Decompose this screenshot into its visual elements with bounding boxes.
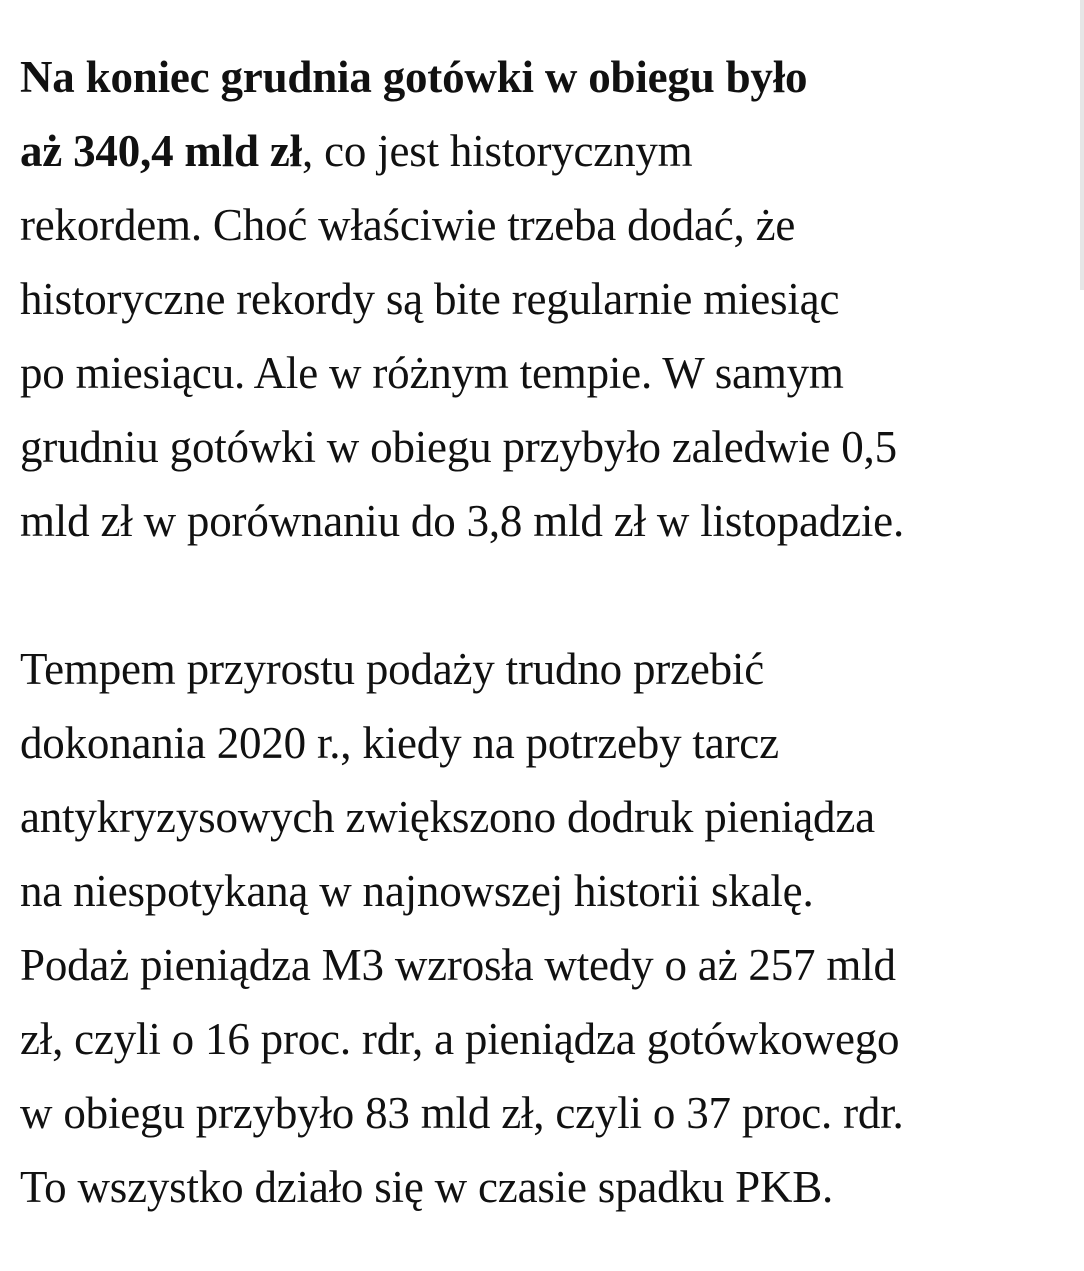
paragraph-1-line-5: po miesiącu. Ale w różnym tempie. W samym [20,348,844,398]
paragraph-2-line-6: zł, czyli o 16 proc. rdr, a pieniądza gotówkowego [20,1014,900,1064]
paragraph-1-line-1 [20,40,1060,114]
scrollbar[interactable] [1080,0,1084,290]
article-body [20,40,1060,1224]
paragraph-2-line-2: dokonania 2020 r., kiedy na potrzeby tarcz [20,718,779,768]
paragraph-2-line-4: na niespotykaną w najnowszej historii skalę. [20,866,814,916]
paragraph-1-line-7: mld zł w porównaniu do 3,8 mld zł w listopadzie. [20,496,905,546]
paragraph-2-line-1: Tempem przyrostu podaży trudno przebić [20,644,764,694]
paragraph-2 [20,632,1060,1224]
highlight-bold-amount: aż 340,4 mld zł [20,126,302,176]
text-segment: , co jest historycznym [301,126,693,176]
paragraph-1-line-2 [20,114,1060,188]
paragraph-1-line-4: historyczne rekordy są bite regularnie miesiąc [20,274,840,324]
paragraph-2-line-5: Podaż pieniądza M3 wzrosła wtedy o aż 257 mld [20,940,896,990]
highlight-bold-text: Na koniec grudnia gotówki w obiegu było [20,52,808,102]
paragraph-1-line-3: rekordem. Choć właściwie trzeba dodać, że [20,200,796,250]
paragraph-2-line-8: To wszystko działo się w czasie spadku PKB. [20,1162,834,1212]
paragraph-2-line-7: w obiegu przybyło 83 mld zł, czyli o 37 proc. rdr. [20,1088,904,1138]
paragraph-2-line-3: antykryzysowych zwiększono dodruk pieniądza [20,792,875,842]
paragraph-1-line-6: grudniu gotówki w obiegu przybyło zaledwie 0,5 [20,422,897,472]
paragraph-1 [20,40,1060,558]
